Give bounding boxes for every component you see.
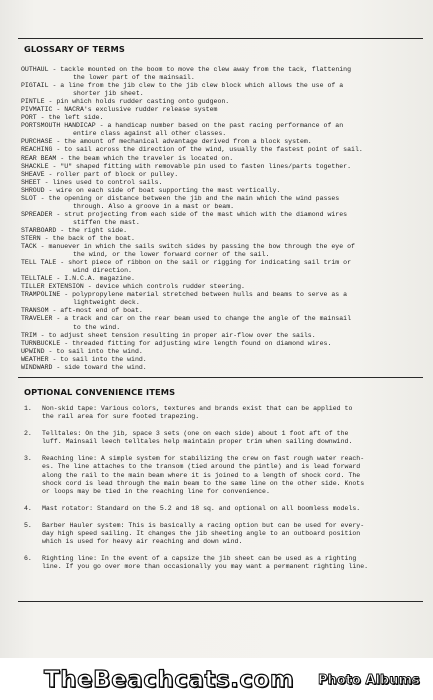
glossary-definition: - pin which holds rudder casting onto gudgeon. [44,98,230,106]
glossary-definition: - to sail into the wind. [44,347,143,355]
glossary-definition: - a line from the jib clew to the jib clew block which allows the use of a [48,82,344,90]
glossary-definition: - the beam which the traveler is located on. [56,154,234,162]
glossary-term: WINDWARD [21,363,53,371]
convenience-list [21,405,423,580]
glossary-entry-line [21,307,423,315]
glossary-definition: - to adjust sheet tension resulting in proper air-flow over the sails. [36,331,316,339]
glossary-entry-line [21,332,423,340]
item-text-line: day high speed sailing. It changes the jib sheeting angle to an outboard position [42,530,361,538]
glossary-definition: - to sail into the wind. [48,355,147,363]
glossary-term: SPREADER [21,210,53,218]
glossary-entry-line [21,315,423,323]
glossary-definition: - aft-most end of boat. [48,307,143,315]
glossary-definition: - manuever in which the sails switch sides by passing the bow through the eye of [36,243,355,251]
item-text-line: the rail area for sure footed trapezing. [42,413,200,421]
glossary-term: TACK [21,243,37,251]
item-text-line: Mast rotator: Standard on the 5.2 and 18 sq. and optional on all boomless models. [42,504,361,512]
glossary-definition: shorter jib sheet. [73,90,144,98]
glossary-entry-line [21,114,423,122]
glossary-term: PORT [21,114,37,122]
glossary-definition: to the wind. [73,323,121,331]
glossary-term: PURCHASE [21,138,53,146]
item-text-line: shock cord is lead through the main beam to the same line on the other side. Knots [42,479,365,487]
glossary-entry-line [21,235,423,243]
glossary-definition: - threaded fitting for adjusting wire length found on diamond wires. [60,339,332,347]
item-text-line: or loops may be tied in the reaching line for convenience. [42,487,270,495]
glossary-term: STARBOARD [21,226,57,234]
glossary-term: PINTLE [21,98,45,106]
item-text-line: line. If you go over more than occasionally you may want a permanent righting line. [42,563,369,571]
glossary-term: OUTHAUL [21,66,49,73]
watermark-brand: TheBeachcats.com [44,667,295,693]
item-text-line: Telltales: On the jib, space 3 sets (one on each side) about 1 foot aft of the [42,430,349,438]
glossary-term: TILLER EXTENSION [21,283,84,291]
glossary-entry-line [21,74,423,82]
glossary-entry-line [21,364,423,372]
middle-divider [18,377,423,378]
glossary-definition: the wind, or the lower forward corner of the sail. [73,251,270,259]
item-text-line: Non-skid tape: Various colors, textures and brands exist that can be applied to [42,405,353,412]
watermark-sub: Photo Albums [318,673,420,688]
glossary-entry-line [21,267,423,275]
glossary-definition: entire class against all other classes. [73,130,227,138]
glossary-entry-line [21,90,423,98]
glossary-term: TURNBUCKLE [21,339,61,347]
glossary-entry-line [21,299,423,307]
glossary-entry-line [21,259,423,267]
glossary-definition: - polypropylene material stretched between hulls and beams to serve as a [60,291,348,299]
glossary-entry-line [21,130,423,138]
glossary-term: TRIM [21,331,37,339]
glossary-entry-line [21,219,423,227]
convenience-title: OPTIONAL CONVENIENCE ITEMS [24,387,176,397]
glossary-entry-line [21,348,423,356]
glossary-term: TRANSOM [21,307,49,315]
glossary-term: SLOT [21,194,37,202]
glossary-entry-line [21,106,423,114]
convenience-item [21,555,423,571]
glossary-definition: - the left side. [36,114,104,122]
glossary-entry-line [21,324,423,332]
glossary-entry-line [21,356,423,364]
item-text-line: which is used for heavy air reaching and down wind. [42,538,243,546]
glossary-definition: - NACRA's exclusive rudder release system [52,106,218,114]
glossary-definition: - the amount of mechanical advantage derived from a block system. [52,138,312,146]
item-text-line: along the rail to the main beam where it is joined to a length of shock cord. The [42,471,361,479]
glossary-entry-line [21,195,423,203]
glossary-definition: - strut projecting from each side of the mast which with the diamond wires [52,210,348,218]
glossary-term: SHEAVE [21,170,45,178]
glossary-term: TRAVELER [21,315,53,323]
glossary-term: SHACKLE [21,162,49,170]
glossary-term: PIVMATIC [21,106,53,114]
glossary-term: TRAMPOLINE [21,291,61,299]
glossary-entry-line [21,211,423,219]
glossary-definition: - roller part of block or pulley. [44,170,179,178]
glossary-term: WEATHER [21,355,49,363]
item-text-line: luff. Mainsail leech telltales help maintain proper trim when sailing downwind. [42,438,353,446]
glossary-entry-line [21,291,423,299]
glossary-definition: the lower part of the mainsail. [73,74,195,82]
item-number: 3. [24,455,32,463]
item-text-line: Barber Hauler system: This is basically a racing option but can be used for every- [42,521,365,529]
convenience-item [21,505,423,513]
glossary-entry-line [21,179,423,187]
glossary-entry-line [21,82,423,90]
convenience-item [21,522,423,546]
item-number: 1. [24,405,32,412]
glossary-term: PIGTAIL [21,82,49,90]
glossary-entry-line [21,155,423,163]
glossary-definition: through. Also a groove in a mast or beam. [73,202,235,210]
glossary-definition: - short piece of ribbon on the sail or rigging for indicating sail trim or [56,259,352,267]
glossary-term: TELL TALE [21,259,57,267]
item-text-line: es. The line attaches to the transom (tied around the pintle) and is lead forward [42,463,361,471]
glossary-definition: - "U" shaped fitting with removable pin used to fasten lines/parts together. [48,162,352,170]
item-number: 4. [24,504,32,512]
glossary-definition: - wire on each side of boat supporting the mast vertically. [44,186,281,194]
glossary-entry-line [21,251,423,259]
glossary-definition: - tackle mounted on the boom to move the clew away from the tack, flattening [48,66,352,73]
glossary-definition: - a track and car on the rear beam used to change the angle of the mainsail [52,315,352,323]
glossary-definition: - I.N.C.A. magazine. [52,275,135,283]
glossary-definition: - to sail across the direction of the wind, usually the fastest point of sail. [52,146,363,154]
glossary-term: SHROUD [21,186,45,194]
top-divider [18,38,423,39]
convenience-item [21,455,423,495]
glossary-entry-line [21,66,423,74]
convenience-item [21,405,423,421]
item-number: 6. [24,555,32,563]
bottom-divider [18,601,423,602]
glossary-term: REACHING [21,146,53,154]
item-number: 2. [24,430,32,438]
glossary-entry-line [21,138,423,146]
glossary-definition: wind direction. [73,267,132,275]
glossary-definition: stiffen the mast. [73,218,140,226]
glossary-entry-line [21,98,423,106]
glossary-definition: - device which controls rudder steering. [83,283,245,291]
glossary-list [21,66,423,372]
glossary-definition: - lines used to control sails. [40,178,163,186]
glossary-definition: - the back of the boat. [40,234,135,242]
item-text-line: Righting line: In the event of a capsize the jib sheet can be used as a righting [42,555,357,563]
glossary-term: TELLTALE [21,275,53,283]
glossary-entry-line [21,171,423,179]
glossary-definition: - a handicap number based on the past racing performance of an [95,122,344,130]
convenience-item [21,430,423,446]
item-text-line: Reaching line: A simple system for stabilizing the crew on fast rough water reach- [42,455,365,463]
glossary-entry-line [21,243,423,251]
glossary-entry-line [21,146,423,154]
glossary-entry-line [21,340,423,348]
glossary-definition: - the opening or distance between the jib and the main which the wind passes [36,194,340,202]
glossary-term: STERN [21,234,41,242]
glossary-entry-line [21,163,423,171]
glossary-entry-line [21,283,423,291]
glossary-title: GLOSSARY OF TERMS [24,44,125,54]
glossary-term: PORTSMOUTH HANDICAP [21,122,96,130]
glossary-definition: - side toward the wind. [52,363,147,371]
item-number: 5. [24,521,32,529]
glossary-entry-line [21,275,423,283]
glossary-term: SHEET [21,178,41,186]
glossary-entry-line [21,122,423,130]
glossary-entry-line [21,227,423,235]
glossary-entry-line [21,187,423,195]
glossary-term: UPWIND [21,347,45,355]
glossary-entry-line [21,203,423,211]
glossary-term: REAR BEAM [21,154,57,162]
glossary-definition: - the right side. [56,226,128,234]
glossary-definition: lightweight deck. [73,299,140,307]
